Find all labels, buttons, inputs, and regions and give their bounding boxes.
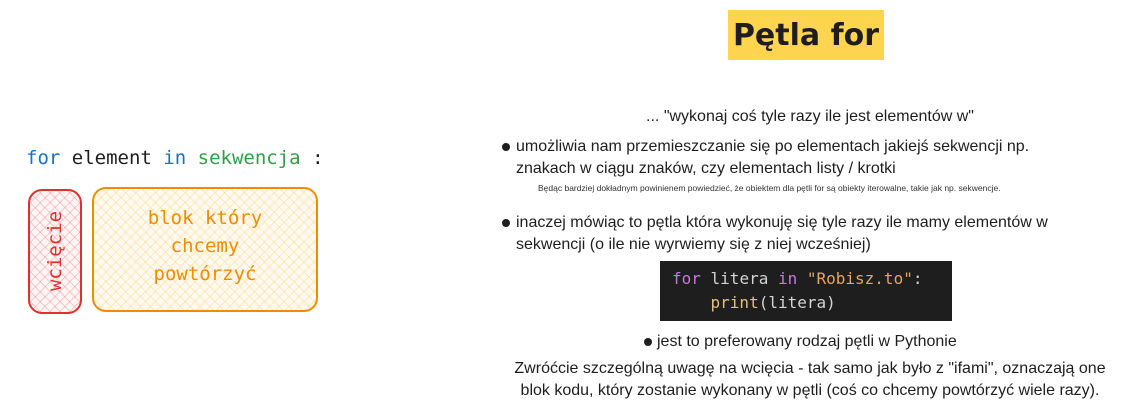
footer-text: Zwróćcie szczególną uwagę na wcięcia - tak samo jak było z "ifami", oznaczają one blok kodu, który zostanie wykonany w pętli (coś co chcemy powtórzyć wiele razy). [514,360,1106,399]
bullet-text-2: inaczej mówiąc to pętla która wykonuję się tyle razy ile mamy elementów w sekwencji (o ile nie wyrwiemy się z niej wcześniej) [516,214,1048,253]
code-paren-close: ) [826,293,836,312]
footnote: Będąc bardziej dokładnym powinienem powiedzieć, że obiektem dla pętli for są obiekty iterowalne, takie jak np. sekwencje. [538,183,1001,193]
code-keyword-in: in [777,269,798,288]
indent-label: wcięcie [44,210,66,292]
syntax-keyword-in: in [163,147,187,169]
slide-title: Pętla for [728,10,884,60]
code-block-label-line: chcemy [170,235,240,257]
code-argument: litera [768,293,827,312]
code-block-label-line: powtórzyć [153,263,257,285]
code-paren-open: ( [758,293,769,312]
syntax-sequence: sekwencja [197,147,301,169]
bullet-text-3: jest to preferowany rodzaj pętli w Pythonie [657,333,957,350]
code-keyword-for: for [672,269,701,288]
code-snippet [660,261,952,321]
code-block-label [92,204,318,288]
code-variable: litera [700,269,778,288]
code-block-label-line: blok który [147,207,263,229]
bullet-dot [502,219,510,227]
syntax-colon: : [312,147,324,169]
bullet-dot [644,338,652,346]
code-indent [672,293,711,312]
bullet-dot [502,143,510,151]
subtitle: ... "wykonaj coś tyle razy ile jest elementów w" [646,108,974,125]
code-string: "Robisz.to" [797,269,913,288]
code-function: print [710,293,759,312]
bullet-text-1: umożliwia nam przemieszczanie się po elementach jakiejś sekwencji np. znakach w ciągu znaków, czy elementach listy / krotki [516,138,1030,177]
code-colon: : [912,269,923,288]
for-syntax [26,147,324,169]
syntax-keyword-for: for [26,147,61,169]
syntax-element: element [71,147,152,169]
